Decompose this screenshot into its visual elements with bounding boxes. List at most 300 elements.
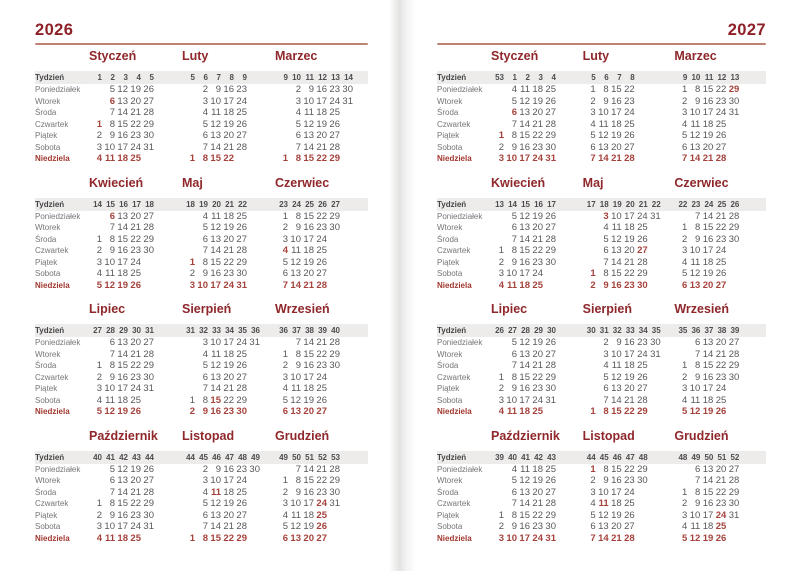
- date-cell: 28: [637, 256, 648, 268]
- date-row-sroda: [583, 487, 648, 499]
- day-label-poniedziałek: Poniedziałek: [35, 338, 81, 347]
- date-cell: 30: [728, 498, 740, 509]
- week-number: 21: [225, 199, 234, 209]
- date-cell: 2: [282, 222, 288, 233]
- date-cell: 25: [715, 118, 727, 130]
- date-cell-holiday: 28: [624, 532, 635, 544]
- date-cell: 10: [104, 383, 115, 394]
- date-cell: 19: [624, 371, 635, 383]
- date-row-poniedziałek: [182, 464, 260, 476]
- week-number: 50: [292, 452, 301, 462]
- date-cell: [491, 498, 504, 510]
- date-row-sroda: [182, 234, 247, 246]
- date-cell: 13: [689, 141, 701, 153]
- date-cell: 6: [590, 141, 596, 153]
- date-row-niedziela: [583, 280, 661, 292]
- week-number: 49: [691, 452, 701, 462]
- date-cell: 28: [329, 141, 340, 153]
- day-label-niedziela: Niedziela: [437, 280, 472, 290]
- date-cell: 10: [506, 394, 517, 406]
- week-number: 43: [132, 452, 141, 462]
- week-number: 34: [638, 326, 648, 335]
- date-row-piatek: [182, 130, 247, 142]
- date-cell: 18: [117, 394, 128, 406]
- date-cell: 27: [715, 141, 727, 153]
- week-number: 7: [617, 73, 622, 82]
- date-cell: 1: [498, 245, 504, 256]
- week-number: 27: [93, 326, 102, 335]
- date-cell: 1: [189, 394, 195, 406]
- date-cell: 7: [202, 141, 208, 153]
- date-cell: 13: [210, 371, 221, 383]
- date-row-czwartek: [583, 245, 661, 257]
- date-cell: 11: [211, 348, 221, 360]
- page-header-right: [437, 13, 766, 38]
- date-cell: 23: [316, 486, 327, 498]
- date-cell: [726, 383, 739, 395]
- date-cell: 20: [532, 348, 543, 360]
- date-cell: 27: [143, 475, 154, 486]
- date-cell: 2: [498, 256, 504, 268]
- day-label-czwartek: Czwartek: [35, 119, 69, 129]
- date-cell: 8: [109, 233, 115, 245]
- date-cell: 30: [728, 233, 740, 245]
- date-cell: 3: [498, 268, 504, 279]
- date-cell: 31: [143, 141, 154, 153]
- date-cell: 21: [223, 383, 234, 394]
- date-cell: [182, 360, 195, 372]
- date-cell: 28: [728, 348, 740, 360]
- date-cell: 3: [682, 383, 688, 394]
- month-title: Czerwiec: [674, 175, 729, 190]
- date-cell: [635, 498, 648, 510]
- day-labels-column: [35, 173, 89, 292]
- date-row-niedziela: [275, 533, 340, 545]
- date-cell: [234, 153, 247, 165]
- date-row-poniedziałek: [491, 464, 556, 476]
- date-cell: 17: [519, 394, 530, 406]
- date-cell: 13: [702, 337, 714, 348]
- date-cell: 30: [329, 222, 340, 233]
- date-row-sroda: [89, 487, 154, 499]
- date-cell: 21: [223, 141, 234, 153]
- date-row-sobota: [89, 142, 154, 154]
- date-cell: 26: [637, 233, 648, 245]
- date-cell: 31: [545, 394, 556, 406]
- date-cell-holiday: 14: [290, 279, 301, 291]
- date-cell: 11: [291, 509, 301, 521]
- week-number: 20: [212, 199, 221, 209]
- date-cell: 18: [532, 84, 543, 95]
- week-number: 39: [495, 452, 504, 462]
- date-cell: [340, 107, 353, 119]
- date-cell: 19: [611, 130, 622, 141]
- date-cell: [182, 84, 195, 96]
- date-row-poniedziałek: [275, 211, 340, 223]
- date-cell: 15: [702, 486, 714, 498]
- date-cell-holiday: 19: [117, 279, 128, 291]
- date-row-sobota: [89, 521, 154, 533]
- date-cell: 7: [511, 233, 517, 245]
- date-cell: 29: [728, 360, 740, 371]
- date-cell: 21: [532, 233, 543, 245]
- date-cell: 21: [130, 348, 141, 360]
- date-cell: 16: [519, 383, 530, 394]
- date-cell: 8: [695, 222, 701, 233]
- date-cell: [182, 222, 195, 234]
- date-cell: [89, 107, 102, 119]
- week-number: 6: [203, 73, 208, 82]
- date-cell: 22: [130, 360, 141, 371]
- date-cell: 17: [702, 383, 714, 394]
- date-row-wtorek: [275, 96, 353, 108]
- date-cell-holiday: 6: [282, 532, 288, 544]
- date-cell: 21: [316, 337, 327, 348]
- date-cell-holiday: 1: [590, 463, 596, 475]
- date-cell: 12: [689, 130, 701, 141]
- day-label-czwartek: Czwartek: [35, 246, 69, 255]
- date-cell-holiday: 15: [210, 394, 221, 406]
- date-cell: [491, 107, 504, 119]
- date-cell: 7: [202, 245, 208, 256]
- date-cell: 16: [303, 222, 314, 233]
- date-cell: 17: [303, 371, 314, 383]
- date-cell: 15: [519, 371, 530, 383]
- date-row-sroda: [182, 487, 260, 499]
- date-cell: 20: [223, 509, 234, 521]
- week-numbers-row: [89, 324, 154, 337]
- date-cell: 10: [210, 337, 221, 348]
- date-row-poniedziałek: [182, 211, 247, 223]
- week-number: 24: [704, 199, 714, 209]
- date-cell: 11: [690, 521, 701, 532]
- week-number: 48: [238, 452, 247, 462]
- date-cell: 5: [603, 233, 609, 245]
- week-number: 23: [691, 199, 701, 209]
- date-cell: 19: [223, 498, 234, 509]
- date-cell: 15: [303, 210, 314, 222]
- date-cell: 29: [143, 498, 154, 509]
- month-slot-maj: [583, 173, 675, 292]
- date-cell: [327, 395, 340, 407]
- date-cell: 31: [143, 521, 154, 532]
- date-cell: 23: [532, 256, 543, 268]
- date-cell: 24: [715, 245, 727, 256]
- week-row-label: Tydzień: [437, 73, 467, 82]
- date-cell: 20: [130, 210, 141, 222]
- month-listopad: [583, 426, 648, 545]
- date-cell: [182, 130, 195, 142]
- date-cell: 31: [728, 509, 740, 521]
- date-cell: 15: [117, 360, 128, 371]
- date-cell: [89, 475, 102, 487]
- date-row-piatek: [583, 383, 661, 395]
- date-cell: 17: [702, 107, 714, 118]
- date-cell: 7: [295, 463, 301, 475]
- date-row-sobota: [583, 268, 661, 280]
- date-cell-holiday: 12: [104, 279, 115, 291]
- day-label-wtorek: Wtorek: [35, 223, 61, 232]
- date-cell: [491, 234, 504, 246]
- day-label-sroda: Środa: [437, 108, 459, 117]
- date-cell: 7: [603, 394, 609, 406]
- month-slot-maj: [182, 173, 275, 292]
- week-number: 10: [691, 73, 701, 82]
- week-row-label: Tydzień: [437, 199, 467, 209]
- date-row-sroda: [182, 107, 247, 119]
- date-row-piatek: [674, 130, 739, 142]
- week-number: 8: [630, 73, 635, 82]
- date-cell: 25: [637, 360, 648, 371]
- date-cell: 17: [117, 383, 128, 394]
- date-row-poniedziałek: [89, 337, 154, 349]
- week-row-label: Tydzień: [437, 326, 467, 335]
- day-label-czwartek: Czwartek: [437, 246, 471, 255]
- date-row-sroda: [89, 107, 154, 119]
- date-cell: 5: [603, 371, 609, 383]
- date-cell: 17: [316, 95, 327, 107]
- date-cell: 28: [545, 360, 556, 371]
- week-number: 32: [612, 326, 622, 335]
- week-number: 32: [199, 326, 208, 335]
- date-cell: 25: [316, 245, 327, 256]
- month-title: Marzec: [674, 49, 717, 63]
- date-cell: [182, 349, 195, 361]
- month-band: [35, 46, 368, 165]
- date-cell: 5: [282, 521, 288, 532]
- date-cell: 12: [117, 463, 128, 475]
- day-label-sroda: Środa: [35, 108, 57, 117]
- date-cell: 23: [532, 141, 543, 153]
- date-cell-holiday: 1: [590, 268, 596, 279]
- date-row-poniedziałek: [491, 84, 556, 96]
- date-cell: 25: [130, 268, 141, 279]
- date-row-piatek: [275, 383, 340, 395]
- date-row-czwartek: [583, 498, 648, 510]
- date-cell: 16: [316, 84, 327, 95]
- month-slot-sierpien: [583, 299, 675, 418]
- date-row-sroda: [583, 107, 635, 119]
- date-cell: [648, 268, 661, 280]
- week-number: 1: [97, 73, 102, 82]
- date-cell: 7: [511, 498, 517, 509]
- date-cell: 4: [202, 210, 208, 222]
- date-cell: [275, 130, 288, 142]
- date-row-sobota: [583, 395, 661, 407]
- date-cell: 8: [511, 509, 517, 521]
- date-cell: 30: [650, 337, 661, 348]
- date-cell: 8: [202, 256, 208, 268]
- month-slot-kwiecien: [89, 173, 182, 292]
- date-cell: [648, 280, 661, 292]
- date-cell: 4: [202, 348, 208, 360]
- week-number: 28: [106, 326, 115, 335]
- date-row-sobota: [674, 268, 739, 280]
- week-numbers-row: [491, 71, 556, 84]
- date-cell-holiday: 25: [130, 532, 141, 544]
- date-cell: 2: [202, 84, 208, 95]
- date-cell: [340, 130, 353, 142]
- day-label-sroda: Środa: [35, 234, 57, 244]
- date-cell: [141, 533, 154, 545]
- date-row-niedziela: [491, 406, 556, 418]
- date-cell: 17: [611, 107, 622, 118]
- date-row-czwartek: [491, 245, 556, 257]
- date-cell-holiday: 16: [611, 279, 622, 291]
- month-slot-lipiec: [491, 299, 583, 418]
- date-cell: 17: [223, 475, 234, 486]
- month-title: Październik: [491, 428, 560, 443]
- date-cell: 23: [624, 95, 635, 107]
- week-number: 46: [612, 452, 622, 462]
- date-cell: 19: [702, 268, 714, 279]
- date-row-wtorek: [89, 349, 154, 361]
- day-label-wtorek: Wtorek: [437, 96, 463, 106]
- date-cell: 23: [130, 371, 141, 383]
- year-title: 2027: [727, 20, 766, 39]
- date-cell-holiday: 18: [117, 153, 128, 164]
- date-cell: [247, 487, 260, 499]
- month-sierpien: [182, 299, 260, 418]
- date-cell: 18: [223, 210, 234, 222]
- date-cell: 5: [682, 268, 688, 279]
- date-cell: 30: [545, 256, 556, 268]
- date-cell: 26: [236, 360, 247, 371]
- date-row-sobota: [583, 521, 648, 533]
- date-row-czwartek: [674, 372, 739, 384]
- day-label-piatek: Piątek: [35, 257, 58, 267]
- day-label-sroda: Środa: [35, 487, 57, 497]
- date-row-niedziela: [674, 406, 739, 418]
- date-cell: 16: [611, 95, 622, 107]
- week-number: 39: [318, 326, 327, 335]
- date-cell: 25: [545, 463, 556, 475]
- date-cell: 22: [223, 394, 234, 406]
- date-cell: 4: [96, 268, 102, 279]
- date-cell-holiday: 4: [282, 245, 288, 256]
- date-cell: [340, 153, 353, 165]
- date-cell: [635, 533, 648, 545]
- date-cell: 29: [637, 268, 648, 279]
- date-cell: 13: [290, 268, 301, 279]
- date-cell: 29: [143, 233, 154, 245]
- date-row-piatek: [89, 510, 154, 522]
- date-cell-holiday: 24: [532, 532, 543, 544]
- date-row-niedziela: [89, 406, 154, 418]
- date-cell: 18: [303, 245, 314, 256]
- date-cell: 25: [715, 394, 727, 406]
- week-number: 35: [238, 326, 247, 335]
- date-cell: 17: [624, 210, 635, 222]
- date-cell: 3: [96, 141, 102, 153]
- week-number: 48: [678, 452, 688, 462]
- week-numbers-row: [491, 324, 556, 337]
- date-cell: 5: [202, 498, 208, 509]
- title-spacer: [437, 46, 491, 71]
- date-cell: 30: [342, 84, 353, 95]
- date-cell: [182, 487, 195, 499]
- date-cell: 14: [210, 383, 221, 394]
- date-cell: 20: [316, 130, 327, 141]
- date-cell: 19: [303, 256, 314, 268]
- week-numbers-row: [182, 451, 260, 464]
- week-numbers-row: [182, 71, 247, 84]
- date-cell: 20: [130, 475, 141, 486]
- date-cell: 2: [498, 141, 504, 153]
- week-number: 24: [292, 199, 301, 209]
- week-number: 10: [292, 73, 301, 82]
- date-cell: [89, 211, 102, 223]
- date-cell: 3: [295, 95, 301, 107]
- date-cell: 18: [303, 383, 314, 394]
- date-cell: 16: [117, 245, 128, 256]
- date-cell-holiday: 24: [532, 153, 543, 164]
- date-cell-holiday: 15: [303, 153, 314, 164]
- date-row-sobota: [275, 142, 353, 154]
- date-cell: 4: [295, 107, 301, 118]
- week-number: 52: [318, 452, 327, 462]
- date-cell-holiday: 13: [290, 406, 301, 417]
- date-row-wtorek: [491, 475, 556, 487]
- date-cell: 29: [545, 245, 556, 256]
- date-cell: 20: [624, 245, 635, 256]
- date-cell-holiday: 20: [303, 406, 314, 417]
- date-cell: 25: [545, 84, 556, 95]
- date-cell: 3: [682, 107, 688, 118]
- day-labels-column: [437, 173, 491, 292]
- date-row-piatek: [275, 510, 340, 522]
- date-cell: 10: [104, 521, 115, 532]
- date-cell-holiday: 24: [715, 509, 727, 521]
- date-cell: [583, 211, 596, 223]
- date-cell: 25: [236, 107, 247, 118]
- date-cell: 30: [143, 371, 154, 383]
- week-number: 41: [521, 452, 530, 462]
- date-cell: 3: [202, 475, 208, 486]
- date-cell: [674, 349, 687, 361]
- date-cell: [543, 280, 556, 292]
- date-cell: 20: [611, 521, 622, 532]
- date-cell: 3: [682, 245, 688, 256]
- date-cell: 31: [249, 337, 260, 348]
- date-cell: 9: [695, 371, 701, 383]
- date-cell: [726, 268, 739, 280]
- date-cell-holiday: 1: [282, 153, 288, 164]
- month-title: Październik: [89, 428, 158, 443]
- date-row-poniedziałek: [89, 464, 154, 476]
- month-kwiecien: [89, 173, 154, 292]
- date-cell-holiday: 27: [715, 279, 727, 291]
- date-cell: 5: [590, 130, 596, 141]
- day-label-niedziela: Niedziela: [437, 533, 472, 543]
- date-cell: 12: [303, 118, 314, 130]
- month-title: Luty: [182, 49, 209, 63]
- date-cell: 17: [117, 141, 128, 153]
- week-numbers-row: [275, 451, 340, 464]
- date-row-czwartek: [491, 498, 556, 510]
- date-cell: 11: [611, 360, 622, 371]
- date-row-sroda: [89, 234, 154, 246]
- date-cell: 10: [689, 383, 701, 394]
- week-number: 23: [279, 199, 288, 209]
- date-cell: [247, 395, 260, 407]
- header-rule: [437, 43, 766, 45]
- week-numbers-row: [583, 324, 661, 337]
- date-cell: 27: [329, 130, 340, 141]
- week-numbers-row: [491, 451, 556, 464]
- month-slot-kwiecien: [491, 173, 583, 292]
- date-cell: [327, 257, 340, 269]
